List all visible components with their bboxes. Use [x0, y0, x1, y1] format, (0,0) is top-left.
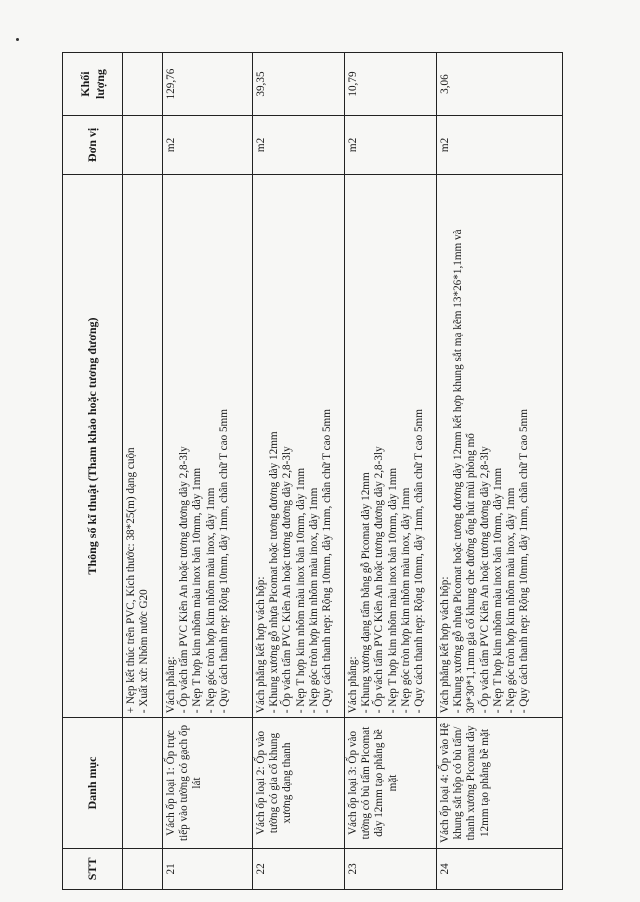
- cell-khoi-luong-empty: [123, 53, 163, 116]
- spec-line: - Quy cách thanh nẹp: Rộng 10mm, dày 1mm, chân chữ T cao 5mm: [217, 409, 230, 714]
- cell-stt: 21: [163, 848, 253, 889]
- table-row: [253, 53, 345, 890]
- spec-line: - Quy cách thanh nẹp: Rộng 10mm, dày 1mm, chân chữ T cao 5mm: [518, 409, 531, 714]
- spec-line: + Nẹp kết thúc trên PVC, Kích thước: 38*25(m) dạng cuộn: [125, 447, 137, 714]
- spec-line: - Nẹp T hợp kim nhôm màu inox bản 10mm, dày 1mm: [294, 467, 307, 714]
- cell-don-vi: m2: [253, 116, 345, 175]
- cell-spec: [253, 174, 345, 718]
- spec-line: - Nẹp góc tròn hợp kim nhôm màu inox, dày 1mm: [307, 487, 320, 714]
- header-danh-muc: Danh mục: [63, 718, 123, 848]
- rotated-table-wrapper: [62, 52, 562, 890]
- header-stt: STT: [63, 848, 123, 889]
- spec-line: - Quy cách thanh nẹp: Rộng 10mm, dày 1mm, chân chữ T cao 5mm: [413, 409, 426, 714]
- cell-don-vi: m2: [345, 116, 437, 175]
- table-header-row: [63, 53, 123, 890]
- table-row-continuation: [123, 53, 163, 890]
- speck-mark: [16, 38, 19, 41]
- cell-danh-muc-empty: [123, 718, 163, 848]
- spec-line: Vách phẳng kết hợp vách hộp:: [439, 576, 451, 714]
- header-thong-so: Thông số kĩ thuật (Tham khảo hoặc tương đương): [63, 174, 123, 718]
- spec-line: - Ốp vách tấm PVC Kiên An hoặc tương đương dày 2,8-3ly: [478, 446, 491, 714]
- spec-line: - Ốp vách tấm PVC Kiên An hoặc tương đương dày 2,8-3ly: [281, 446, 294, 714]
- header-don-vi: Đơn vị: [63, 116, 123, 175]
- spec-line: - Nẹp T hợp kim nhôm màu inox bản 10mm, dày 1mm: [191, 467, 204, 714]
- spec-line: - Quy cách thanh nẹp: Rộng 10mm, dày 1mm, chân chữ T cao 5mm: [321, 409, 334, 714]
- table-row: [345, 53, 437, 890]
- spec-line: - Nẹp góc tròn hợp kim nhôm màu inox, dày 1mm: [505, 487, 518, 714]
- table-row: [163, 53, 253, 890]
- spec-line: - Ốp vách tấm PVC Kiên An hoặc tương đương dày 2,8-3ly: [178, 446, 191, 714]
- cell-spec: [345, 174, 437, 718]
- cell-spec: [163, 174, 253, 718]
- cell-stt: 23: [345, 848, 437, 889]
- spec-line: - Nẹp T hợp kim nhôm màu inox bản 10mm, dày 1mm: [386, 467, 399, 714]
- spec-line: Vách phẳng:: [165, 656, 177, 714]
- cell-stt: 24: [437, 848, 563, 889]
- cell-stt: 22: [253, 848, 345, 889]
- cell-khoi-luong: 129,76: [163, 53, 253, 116]
- spec-line: - Ốp vách tấm PVC Kiên An hoặc tương đương dày 2,8-3ly: [373, 446, 386, 714]
- spec-line: - Khung xương dạng tấm bằng gỗ Picomat dày 12mm: [360, 472, 373, 714]
- cell-spec-continuation: [123, 174, 163, 718]
- cell-danh-muc: Vách ốp loại 2: Ốp vào tường có gia cố khung xương dạng thanh: [253, 718, 345, 848]
- spec-line: - Nẹp góc tròn hợp kim nhôm màu inox, dày 1mm: [399, 487, 412, 714]
- spec-line: - Xuất xứ: Nhôm nước G20: [138, 589, 151, 714]
- spec-line: - Nẹp góc tròn hợp kim nhôm màu inox, dày 1mm: [204, 487, 217, 714]
- spec-line: - Khung xương gỗ nhựa Picomat hoặc tương đương dày 12mm kết hợp khung sắt mạ kẽm 13*26*1,1mm và 30*30*1,1mm gia cố khung che đường ống hút mùi phòng mổ: [452, 229, 478, 714]
- cell-khoi-luong: 39,35: [253, 53, 345, 116]
- spec-table: [62, 52, 563, 890]
- cell-khoi-luong: 3,06: [437, 53, 563, 116]
- cell-spec: [437, 174, 563, 718]
- cell-don-vi: m2: [437, 116, 563, 175]
- spec-line: - Khung xương gỗ nhựa Picomat hoặc tương đương dày 12mm: [268, 431, 281, 714]
- cell-danh-muc: Vách ốp loại 4: Ốp vào Hệ khung sắt hộp có bù tấm/ thanh xương Picomat dày 12mm tạo phẳng bề mặt: [437, 718, 563, 848]
- cell-khoi-luong: 10,79: [345, 53, 437, 116]
- spec-line: Vách phẳng kết hợp vách hộp:: [255, 576, 267, 714]
- cell-don-vi-empty: [123, 116, 163, 175]
- cell-danh-muc: Vách ốp loại 1: Ốp trực tiếp vào tường có gạch ốp lát: [163, 718, 253, 848]
- spec-line: - Nẹp T hợp kim nhôm màu inox bản 10mm, dày 1mm: [491, 467, 504, 714]
- cell-danh-muc: Vách ốp loại 3: Ốp vào tường có bù tấm Picomat dày 12mm tạo phẳng bề mặt: [345, 718, 437, 848]
- cell-stt-empty: [123, 848, 163, 889]
- spec-line: Vách phẳng:: [347, 656, 359, 714]
- table-row: [437, 53, 563, 890]
- header-khoi-luong: Khối lượng: [63, 53, 123, 116]
- cell-don-vi: m2: [163, 116, 253, 175]
